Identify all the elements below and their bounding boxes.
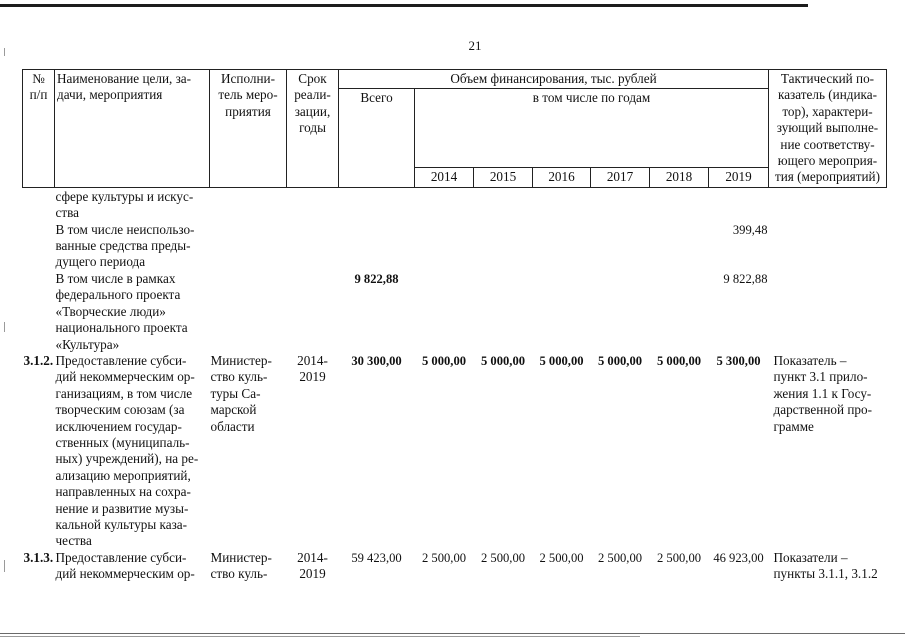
header-term: Срок реали- зации, годы — [294, 71, 331, 136]
row-number: 3.1.3. — [23, 549, 54, 565]
row-year-value: 5 000,00 — [597, 353, 643, 368]
scan-edge-mark — [4, 560, 5, 572]
row-indicator: Показатели – пункты 3.1.1, 3.1.2 — [773, 549, 878, 582]
header-year: 2016 — [548, 169, 575, 185]
row-year-value: 5 000,00 — [421, 353, 467, 368]
header-total: Всего — [360, 90, 393, 106]
row-executor: Министер- ство куль- — [210, 549, 272, 582]
row-year-value: 5 000,00 — [656, 353, 702, 368]
row-year-value: 399,48 — [732, 222, 768, 237]
header-indicator: Тактический по- казатель (индика- тор), характери- зующий выполне- ние соответству- ющего мероприя- тия (мероприятий) — [774, 71, 880, 185]
scan-top-border — [0, 4, 808, 7]
page-number: 21 — [468, 38, 482, 53]
scan-bottom-border — [0, 633, 905, 634]
header-name: Наименование цели, за- дачи, мероприятия — [57, 71, 192, 103]
table-row — [23, 271, 887, 353]
row-year-value: 46 923,00 — [713, 550, 764, 565]
table-row — [23, 550, 887, 583]
table-row — [23, 187, 887, 221]
row-name: сфере культуры и искус- ства — [55, 188, 194, 221]
header-year: 2018 — [665, 169, 693, 185]
header-by-years: в том числе по годам — [532, 90, 651, 106]
header-financing: Объем финансирования, тыс. рублей — [450, 71, 657, 86]
row-year-value: 2 500,00 — [539, 550, 584, 565]
row-year-value: 5 000,00 — [480, 353, 526, 368]
header-year: 2015 — [489, 169, 517, 185]
row-total: 30 300,00 — [351, 353, 402, 368]
row-year-value: 2 500,00 — [421, 550, 467, 565]
row-number: 3.1.2. — [23, 352, 54, 368]
scan-bottom-border — [0, 636, 640, 637]
row-year-value: 2 500,00 — [656, 550, 702, 565]
row-total: 59 423,00 — [351, 550, 402, 565]
header-year: 2014 — [430, 169, 458, 185]
row-name: В том числе в рамках федерального проекта «Творческие люди» национального проекта «Культура» — [55, 270, 188, 352]
row-name: В том числе неиспользо- ванные средства преды- дущего периода — [55, 221, 195, 270]
header-number: № п/п — [29, 71, 48, 103]
row-executor: Министер- ство куль- туры Са- марской области — [210, 352, 272, 434]
row-total: 9 822,88 — [354, 271, 399, 286]
financing-table — [22, 69, 887, 583]
row-term: 2014- 2019 — [297, 549, 328, 582]
row-year-value: 5 300,00 — [716, 353, 761, 368]
header-year: 2017 — [606, 169, 634, 185]
row-year-value: 9 822,88 — [723, 271, 768, 286]
row-name: Предоставление субси- дий некоммерческим ор- ганизациям, в том числе творческим союзам (за исключением государ- ственных (муниципаль- ных) учреждений), на ре- ализацию мероприятий, направленных на сохра- нение и развитие музы- кальной культуры каза- чества — [55, 352, 199, 549]
row-year-value: 2 500,00 — [597, 550, 643, 565]
row-year-value: 5 000,00 — [539, 353, 584, 368]
header-row — [23, 70, 887, 89]
table-row — [23, 222, 887, 271]
row-year-value: 2 500,00 — [480, 550, 526, 565]
row-indicator: Показатель – пункт 3.1 прило- жения 1.1 к Госу- дарственной про- грамме — [773, 352, 872, 434]
row-term: 2014- 2019 — [297, 352, 328, 385]
scan-edge-mark — [4, 322, 5, 332]
header-year: 2019 — [725, 169, 752, 185]
row-name: Предоставление субси- дий некоммерческим ор- — [55, 549, 195, 582]
header-executor: Исполни- тель меро- приятия — [218, 71, 278, 119]
table-row — [23, 353, 887, 550]
